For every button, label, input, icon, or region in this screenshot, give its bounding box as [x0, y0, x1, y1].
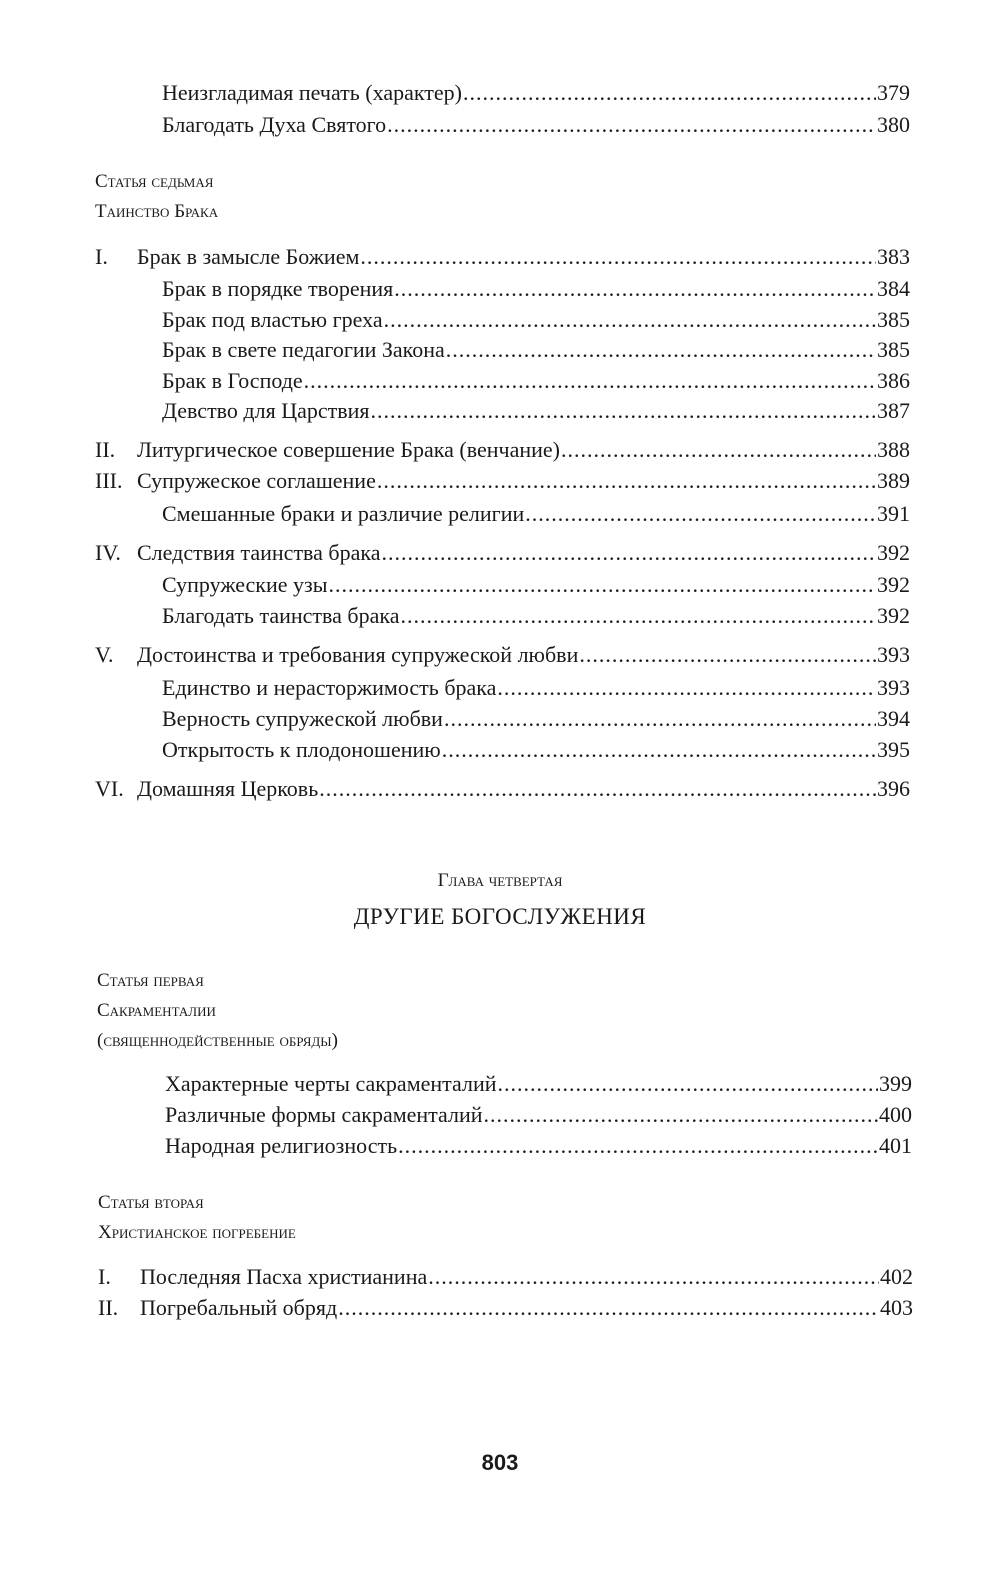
roman-numeral: I. [98, 1264, 111, 1289]
toc-page-number: 384 [877, 276, 910, 301]
toc-entry-title: Брак под властью греха [162, 307, 383, 332]
dot-leader [360, 241, 876, 273]
toc-entry[interactable] [95, 773, 910, 805]
toc-subentry[interactable] [162, 395, 910, 427]
toc-entry[interactable] [95, 241, 910, 273]
dot-leader [428, 1261, 879, 1293]
toc-page-number: 403 [880, 1295, 913, 1320]
toc-entry-title: Благодать Духа Святого [162, 112, 387, 137]
toc-entry[interactable] [95, 537, 910, 569]
roman-numeral: I. [95, 244, 108, 269]
toc-page-number: 385 [877, 307, 910, 332]
toc-entry-title: Народная религиозность [165, 1133, 398, 1158]
article-title: Христианское погребение [98, 1222, 296, 1243]
toc-page-number: 394 [877, 706, 910, 731]
toc-entry-title: Брак в Господе [162, 368, 303, 393]
toc-entry[interactable] [95, 639, 910, 671]
dot-leader [382, 537, 877, 569]
toc-entry-title: Достоинства и требования супружеской любви [137, 642, 579, 667]
roman-numeral: IV. [95, 540, 121, 565]
dot-leader [484, 1099, 878, 1131]
article-title: Сакраменталии [97, 1000, 216, 1021]
toc-subentry[interactable] [162, 304, 910, 336]
toc-page-number: 386 [877, 368, 910, 393]
toc-page-number: 387 [877, 398, 910, 423]
toc-subentry[interactable] [162, 77, 910, 109]
article-label: Статья седьмая [95, 171, 214, 192]
toc-page-number: 380 [877, 112, 910, 137]
dot-leader [387, 109, 876, 141]
dot-leader [446, 334, 876, 366]
toc-page-number: 379 [877, 80, 910, 105]
dot-leader [497, 672, 876, 704]
dot-leader [444, 703, 876, 735]
toc-subentry[interactable] [162, 365, 910, 397]
roman-numeral: V. [95, 642, 114, 667]
toc-entry-title: Супружеское соглашение [137, 468, 376, 493]
dot-leader [463, 77, 876, 109]
toc-page-number: 401 [879, 1133, 912, 1158]
dot-leader [394, 273, 876, 305]
toc-subentry[interactable] [162, 703, 910, 735]
chapter-title: ДРУГИЕ БОГОСЛУЖЕНИЯ [353, 904, 647, 929]
dot-leader [498, 1068, 878, 1100]
toc-entry-title: Единство и нерасторжимость брака [162, 675, 497, 700]
roman-numeral: III. [95, 468, 123, 493]
toc-entry-title: Брак в свете педагогии Закона [162, 337, 445, 362]
toc-entry-title: Характерные черты сакраменталий [165, 1071, 497, 1096]
toc-page-number: 383 [877, 244, 910, 269]
page-number: 803 [481, 1450, 519, 1475]
toc-entry[interactable] [95, 434, 910, 466]
toc-page-number: 400 [879, 1102, 912, 1127]
toc-page-number: 392 [877, 540, 910, 565]
dot-leader [579, 639, 876, 671]
toc-subentry[interactable] [162, 334, 910, 366]
toc-subentry[interactable] [165, 1068, 912, 1100]
toc-entry[interactable] [95, 465, 910, 497]
toc-subentry[interactable] [165, 1099, 912, 1131]
toc-page-number: 395 [877, 737, 910, 762]
toc-subentry[interactable] [162, 498, 910, 530]
article-subtitle: (священнодейственные обряды) [97, 1030, 338, 1051]
toc-page-number: 392 [877, 572, 910, 597]
chapter-label: Глава четвертая [437, 870, 563, 891]
toc-entry-title: Верность супружеской любви [162, 706, 443, 731]
toc-entry-title: Следствия таинства брака [137, 540, 381, 565]
toc-page-number: 389 [877, 468, 910, 493]
dot-leader [398, 1130, 878, 1162]
dot-leader [304, 365, 876, 397]
toc-entry-title: Смешанные браки и различие религии [162, 501, 525, 526]
toc-entry-title: Последняя Пасха христианина [140, 1264, 428, 1289]
dot-leader [338, 1292, 879, 1324]
article-title: Таинство Брака [95, 201, 219, 222]
toc-page-number: 388 [877, 437, 910, 462]
toc-entry[interactable] [98, 1261, 913, 1293]
toc-entry-title: Брак в замысле Божием [137, 244, 360, 269]
toc-page-number: 385 [877, 337, 910, 362]
dot-leader [400, 600, 876, 632]
dot-leader [329, 569, 876, 601]
toc-entry-title: Супружеские узы [162, 572, 328, 597]
toc-page-number: 391 [877, 501, 910, 526]
dot-leader [377, 465, 876, 497]
dot-leader [561, 434, 876, 466]
toc-entry-title: Различные формы сакраменталий [165, 1102, 483, 1127]
dot-leader [384, 304, 876, 336]
toc-subentry[interactable] [162, 109, 910, 141]
toc-entry[interactable] [98, 1292, 913, 1324]
article-label: Статья вторая [98, 1192, 204, 1213]
toc-entry-title: Брак в порядке творения [162, 276, 394, 301]
toc-entry-title: Девство для Царствия [162, 398, 370, 423]
toc-page-number: 393 [877, 675, 910, 700]
dot-leader [442, 734, 876, 766]
roman-numeral: II. [95, 437, 116, 462]
toc-entry-title: Домашняя Церковь [137, 776, 319, 801]
roman-numeral: VI. [95, 776, 124, 801]
toc-subentry[interactable] [162, 600, 910, 632]
toc-page-number: 396 [877, 776, 910, 801]
toc-entry-title: Погребальный обряд [140, 1295, 338, 1320]
toc-entry-title: Неизгладимая печать (характер) [162, 80, 462, 105]
roman-numeral: II. [98, 1295, 119, 1320]
toc-subentry[interactable] [162, 672, 910, 704]
dot-leader [525, 498, 876, 530]
toc-page-number: 393 [877, 642, 910, 667]
toc-entry-title: Благодать таинства брака [162, 603, 400, 628]
article-label: Статья первая [97, 970, 204, 991]
dot-leader [371, 395, 876, 427]
toc-page-number: 402 [880, 1264, 913, 1289]
toc-subentry[interactable] [162, 569, 910, 601]
toc-subentry[interactable] [165, 1130, 912, 1162]
toc-entry-title: Литургическое совершение Брака (венчание) [137, 437, 560, 462]
toc-subentry[interactable] [162, 734, 910, 766]
toc-entry-title: Открытость к плодоношению [162, 737, 441, 762]
toc-page-number: 399 [879, 1071, 912, 1096]
toc-subentry[interactable] [162, 273, 910, 305]
toc-page-number: 392 [877, 603, 910, 628]
dot-leader [319, 773, 876, 805]
